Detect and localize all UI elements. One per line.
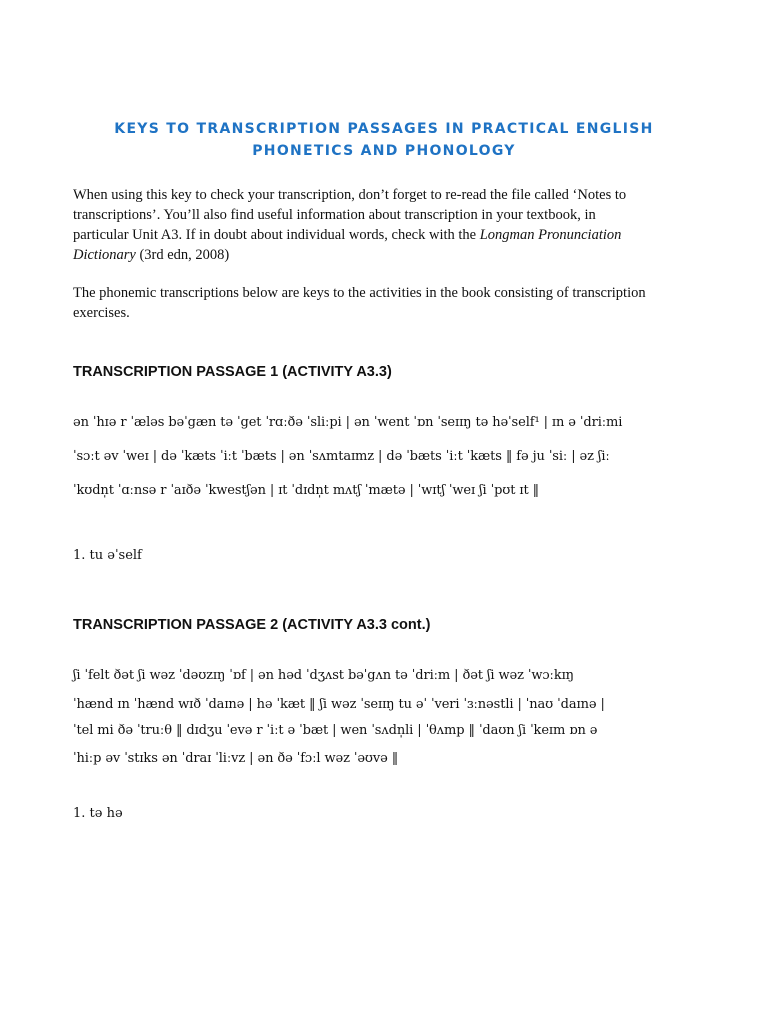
intro-line-4-text: (3rd edn, 2008)	[135, 247, 230, 263]
passage-2-line-3: ˈtel mi ðə ˈtruːθ ‖ dɪdʒu ˈevə r ˈiːt ə ˈbæt | wen ˈsʌdn̩li | ˈθʌmp ‖ ˈdaʊn ʃi ˈkeɪm ɒn ə	[73, 723, 598, 738]
passage-1-footnote: 1. tu əˈself	[73, 548, 142, 563]
passage-2-line-2: ˈhænd ɪn ˈhænd wɪð ˈdaɪnə | hə ˈkæt ‖ ʃi wəz ˈseɪɪŋ tu əˈ ˈveri ˈɜːnəstli | ˈnaʊ ˈdaɪnə |	[73, 697, 605, 712]
intro-line-3	[73, 225, 693, 245]
passage-1-line-3: ˈkʊdn̩t ˈɑːnsə r ˈaɪðə ˈkwestʃən | ɪt ˈdɪdn̩t mʌtʃ ˈmætə | ˈwɪtʃ ˈweɪ ʃi ˈpʊt ɪt ‖	[73, 483, 540, 498]
passage-1-heading: TRANSCRIPTION PASSAGE 1 (ACTIVITY A3.3)	[73, 364, 392, 380]
document-title	[60, 118, 708, 162]
explanation-line-2: exercises.	[73, 305, 130, 321]
explanation-paragraph	[73, 283, 693, 323]
passage-2-heading: TRANSCRIPTION PASSAGE 2 (ACTIVITY A3.3 cont.)	[73, 617, 431, 633]
passage-2-footnote: 1. tə hə	[73, 806, 123, 821]
title-line-1: KEYS TO TRANSCRIPTION PASSAGES IN PRACTICAL ENGLISH	[114, 121, 654, 137]
passage-1-line-1: ən ˈhɪə r ˈæləs bəˈgæn tə ˈget ˈrɑːðə ˈsliːpi | ən ˈwent ˈɒn ˈseɪɪŋ tə həˈself¹ | ɪn ə ˈdriːmi	[73, 415, 623, 430]
passage-2-line-4: ˈhiːp əv ˈstɪks ən ˈdraɪ ˈliːvz | ən ðə ˈfɔːl wəz ˈəʊvə ‖	[73, 751, 399, 766]
intro-line-3-text: particular Unit A3. If in doubt about individual words, check with the	[73, 227, 480, 243]
dictionary-title-part-2: Dictionary	[73, 247, 136, 263]
passage-1-line-2: ˈsɔːt əv ˈweɪ | də ˈkæts ˈiːt ˈbæts | ən ˈsʌmtaɪmz | də ˈbæts ˈiːt ˈkæts ‖ fə ju ˈsiː | əz ʃiː	[73, 449, 610, 464]
passage-2-line-1: ʃi ˈfelt ðət ʃi wəz ˈdəʊzɪŋ ˈɒf | ən həd ˈdʒʌst bəˈgʌn tə ˈdriːm | ðət ʃi wəz ˈwɔːkɪŋ	[73, 668, 574, 683]
intro-paragraph	[73, 185, 693, 265]
dictionary-title-part-1: Longman Pronunciation	[479, 227, 622, 243]
explanation-line-1: The phonemic transcriptions below are keys to the activities in the book consisting of transcription	[73, 285, 646, 301]
title-line-2: PHONETICS AND PHONOLOGY	[252, 143, 516, 159]
intro-line-2: transcriptions’. You’ll also find useful information about transcription in your textbook, in	[73, 207, 596, 223]
intro-line-1: When using this key to check your transcription, don’t forget to re-read the file called ‘Notes to	[73, 187, 627, 203]
intro-line-4	[73, 245, 693, 265]
